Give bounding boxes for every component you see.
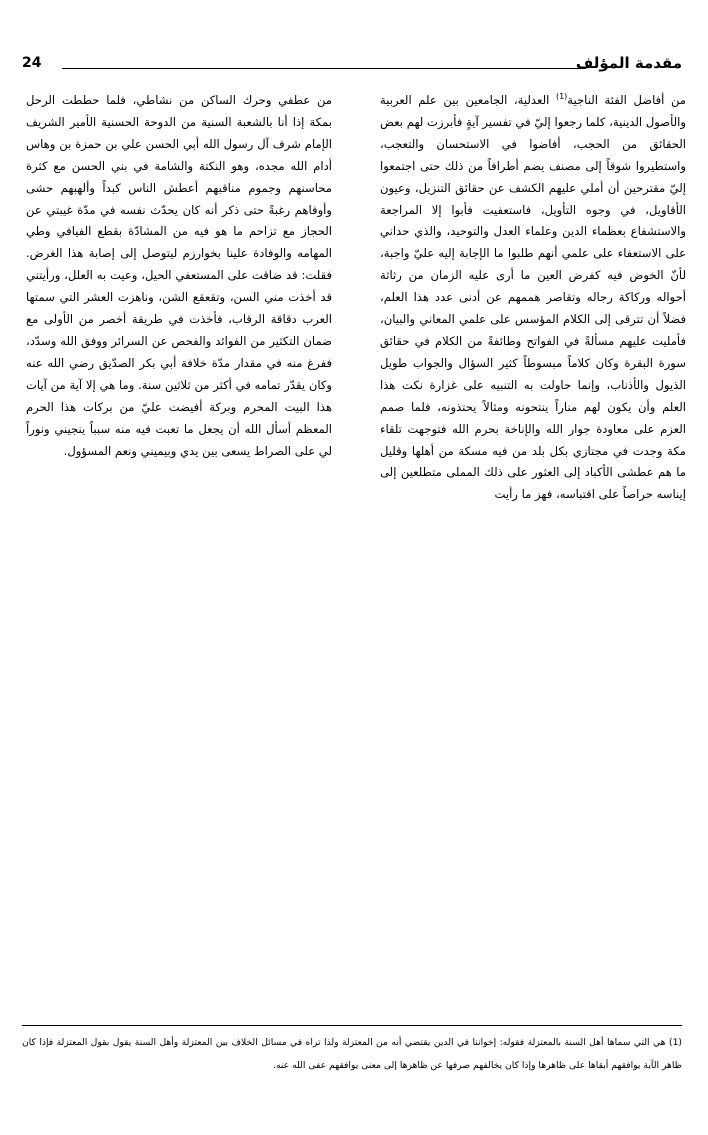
footnote-paragraph	[22, 1031, 682, 1077]
chapter-title: مقدمة المؤلف	[570, 54, 682, 72]
right-column	[380, 90, 686, 506]
left-column-text: من عطفي وحرك الساكن من نشاطي، فلما حططت الرحل بمكة إذا أنا بالشعبة السنية من الدوحة الحسنية الأمير الشريف الإمام شرف آل رسول الله أبي الحسن علي بن حمزة بن وهاس أدام الله مجده، وهو النكتة والشامة في بني الحسن مع كثرة محاسنهم وجموم مناقبهم أعطش الناس كبداً وألهبهم حشى وأوفاهم رغبةً حتى ذكر أنه كان يحدّث نفسه في مدّة غيبتي عن الحجاز مع تزاحم ما هو فيه من المشادّة بقطع الفيافي وطي المهامه والوفادة علينا بخوارزم ليتوصل إلى إصابة هذا الغرض. فقلت: قد ضاقت على المستعفي الحيل، وعيت به العلل، ورأيتني قد أخذت مني السن، وتقعقع الشن، وناهزت العشر التي سمتها العرب دقاقة الرقاب، فأخذت في طريقة أخصر من الأولى مع ضمان التكثير من الفوائد والفحص عن السرائر ووفق الله وسدّد، ففرغ منه في مقدار مدّة خلافة أبي بكر الصدّيق رضي الله عنه وكان يقدّر تمامه في أكثر من ثلاثين سنة. وما هي إلا آية من آيات هذا البيت المحرم وبركة أفيضت عليّ من بركات هذا الحرم المعظم أسأل الله أن يجعل ما تعبت فيه منه سبباً ينجيني ونوراً لي على الصراط يسعى بين يدي وبيميني ونعم المسؤول.	[26, 93, 332, 458]
footnote-text: هي التي سماها أهل السنة بالمعتزلة فقوله: إخواننا في الدين يقتضي أنه من المعتزلة ولذا تراه في مسائل الخلاف بين المعتزلة وأهل السنة يقول بقول المعتزلة فإذا كان ظاهر الآية يوافقهم أبقاها على ظاهرها وإذا كان يخالفهم صرفها عن ظاهرها إلى معنى يوافقهم عفى الله عنه.	[22, 1037, 682, 1071]
page-number: 24	[22, 55, 42, 71]
right-column-text-start: من أفاضل الفئة الناجية	[567, 93, 686, 107]
footnote-reference: (1)	[555, 92, 568, 102]
page-header	[22, 50, 682, 76]
header-rule	[62, 68, 586, 69]
footnote	[22, 1031, 682, 1077]
left-column	[26, 90, 332, 462]
right-column-text-rest: العدلية، الجامعين بين علم العربية والأصول الدينية، كلما رجعوا إليّ في تفسير آيةٍ فأبرزت لهم بعض الحقائق من الحجب، أفاضوا في الاستحسان والتعجب، واستطيروا شوقاً إلى مصنف يضم أطرافاً من ذلك حتى اجتمعوا إليّ مقترحين أن أملي عليهم الكشف عن حقائق التنزيل، وعيون الأقاويل، في وجوه التأويل، فاستعفيت فأبوا إلا المراجعة والاستشفاع بعظماء الدين وعلماء العدل والتوحيد، والذي حداني على الاستعفاء على علمي أنهم طلبوا ما الإجابة إليه عليّ واجبة، لأنّ الخوض فيه كفرض العين ما أرى عليه الزمان من رثاثة أحواله وركاكة رجاله وتقاصر هممهم عن أدنى عدد هذا العلم، فضلاً أن تترقى إلى الكلام المؤسس على علمي المعاني والبيان، فأمليت عليهم مسألةً في الفواتح وطائفةً من الكلام في حقائق سورة البقرة وكان كلاماً مبسوطاً كثير السؤال والجواب طويل الذيول والأذناب، وإنما حاولت به التنبيه على غزارة نكت هذا العلم وأن يكون لهم مناراً ينتحونه ومثالاً يحتذونه، فلما صمم العزم على معاودة جوار الله والإناخة بحرم الله فتوجهت تلقاء مكة وجدت في مجتازي بكل بلد من فيه مسكة من أهلها وقليل ما هم عطشى الأكباد إلى العثور على ذلك المملى متطلعين إلى إيناسه حراصاً على اقتباسه، فهز ما رأيت	[380, 93, 686, 502]
footnote-rule	[22, 1025, 682, 1026]
footnote-marker: (1)	[668, 1037, 683, 1048]
right-column-text	[380, 90, 686, 506]
